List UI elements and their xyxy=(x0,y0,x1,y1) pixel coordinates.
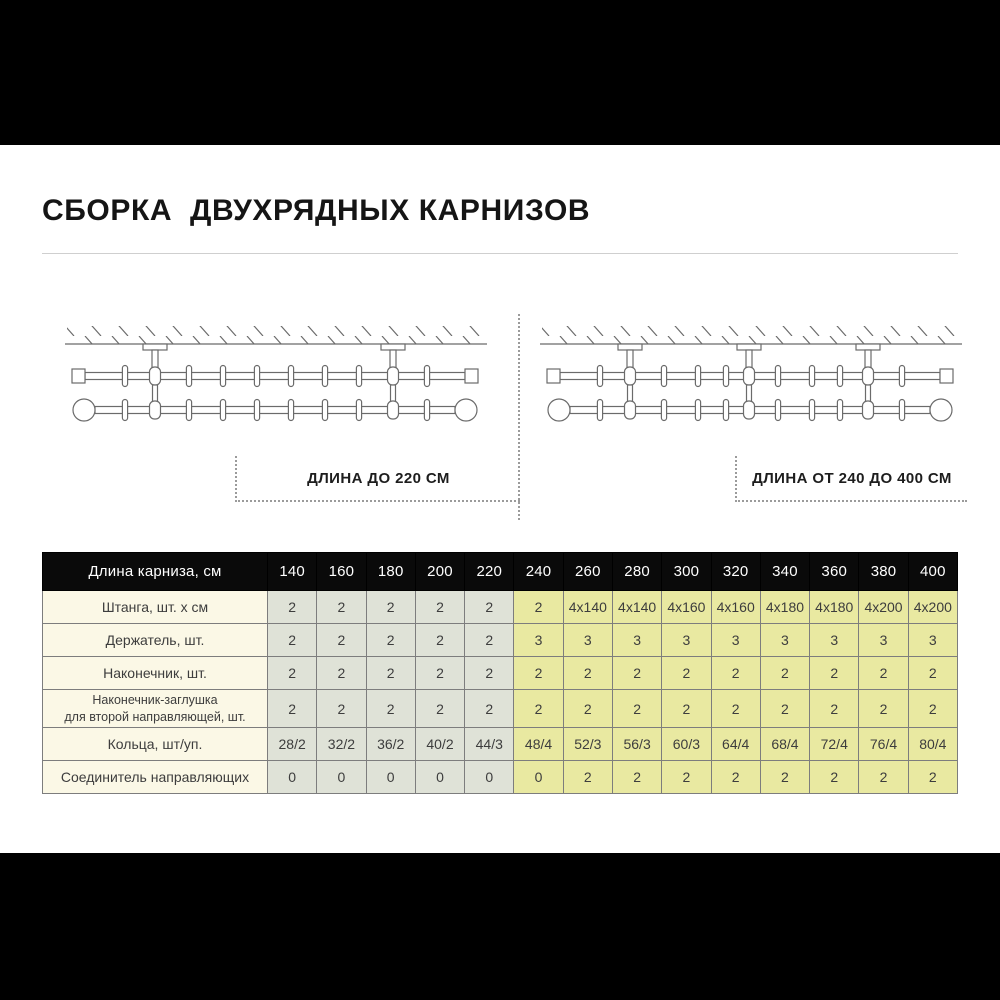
caption-length-short xyxy=(235,456,520,502)
table-cell: 2 xyxy=(711,657,760,690)
ring-icon xyxy=(597,400,602,421)
ring-icon xyxy=(775,366,780,387)
table-cell: 4x140 xyxy=(563,591,612,624)
table-row xyxy=(43,624,958,657)
table-cell: 4x160 xyxy=(662,591,711,624)
column-header-160: 160 xyxy=(317,553,366,591)
ring-icon xyxy=(775,400,780,421)
table-header-label: Длина карниза, см xyxy=(43,553,268,591)
table-cell: 2 xyxy=(563,657,612,690)
ring-icon xyxy=(723,400,728,421)
table-cell: 2 xyxy=(563,690,612,728)
ring-icon xyxy=(356,400,361,421)
table-cell: 2 xyxy=(465,591,514,624)
table-cell: 2 xyxy=(465,657,514,690)
table-cell: 2 xyxy=(810,761,859,794)
ring-icon xyxy=(322,400,327,421)
column-header-200: 200 xyxy=(415,553,464,591)
table-cell: 52/3 xyxy=(563,728,612,761)
column-header-140: 140 xyxy=(268,553,317,591)
table-cell: 2 xyxy=(859,690,908,728)
table-cell: 3 xyxy=(760,624,809,657)
ring-icon xyxy=(322,366,327,387)
column-header-340: 340 xyxy=(760,553,809,591)
ring-icon xyxy=(809,400,814,421)
top-black-bar xyxy=(0,0,1000,145)
table-cell: 2 xyxy=(662,690,711,728)
table-cell: 0 xyxy=(366,761,415,794)
table-cell: 2 xyxy=(317,591,366,624)
table-cell: 56/3 xyxy=(612,728,661,761)
ring-icon xyxy=(122,366,127,387)
table-cell: 40/2 xyxy=(415,728,464,761)
bottom-black-bar xyxy=(0,853,1000,1000)
table-cell: 2 xyxy=(268,657,317,690)
table-cell: 64/4 xyxy=(711,728,760,761)
table-cell: 32/2 xyxy=(317,728,366,761)
table-cell: 2 xyxy=(612,761,661,794)
table-header-row xyxy=(43,553,958,591)
table-cell: 4x200 xyxy=(859,591,908,624)
components-table xyxy=(42,552,958,794)
ring-icon xyxy=(661,400,666,421)
title-divider xyxy=(42,253,958,254)
table-cell: 72/4 xyxy=(810,728,859,761)
table-cell: 2 xyxy=(415,657,464,690)
ring-icon xyxy=(809,366,814,387)
table-row xyxy=(43,761,958,794)
lower-rod xyxy=(73,399,477,421)
cornice-diagram-long xyxy=(530,318,970,433)
ring-icon xyxy=(356,366,361,387)
table-cell: 2 xyxy=(415,690,464,728)
table-cell: 2 xyxy=(760,657,809,690)
table-cell: 2 xyxy=(415,624,464,657)
table-cell: 2 xyxy=(366,657,415,690)
table-cell: 0 xyxy=(415,761,464,794)
table-cell: 4x180 xyxy=(810,591,859,624)
table-cell: 2 xyxy=(859,761,908,794)
caption-length-long xyxy=(735,456,967,502)
column-header-320: 320 xyxy=(711,553,760,591)
table-cell: 2 xyxy=(366,624,415,657)
table-row xyxy=(43,728,958,761)
table-cell: 80/4 xyxy=(908,728,957,761)
caption-text-short: ДЛИНА ДО 220 СМ xyxy=(307,469,450,487)
table-cell: 3 xyxy=(514,624,563,657)
table-cell: 28/2 xyxy=(268,728,317,761)
table-cell: 2 xyxy=(662,657,711,690)
ring-icon xyxy=(597,366,602,387)
table-cell: 2 xyxy=(908,761,957,794)
table-cell: 2 xyxy=(612,657,661,690)
ring-icon xyxy=(220,366,225,387)
table-cell: 3 xyxy=(662,624,711,657)
table-cell: 2 xyxy=(662,761,711,794)
cornice-diagram-short xyxy=(55,318,495,433)
table-cell: 2 xyxy=(268,624,317,657)
row-label: Соединитель направляющих xyxy=(43,761,268,794)
table-cell: 4x180 xyxy=(760,591,809,624)
ring-icon xyxy=(186,400,191,421)
column-header-300: 300 xyxy=(662,553,711,591)
table-cell: 2 xyxy=(317,657,366,690)
table-cell: 2 xyxy=(366,591,415,624)
table-cell: 48/4 xyxy=(514,728,563,761)
table-cell: 36/2 xyxy=(366,728,415,761)
ring-icon xyxy=(254,400,259,421)
table-cell: 2 xyxy=(268,591,317,624)
ring-icon xyxy=(288,366,293,387)
table-cell: 76/4 xyxy=(859,728,908,761)
table-cell: 0 xyxy=(317,761,366,794)
table-cell: 2 xyxy=(514,591,563,624)
column-header-180: 180 xyxy=(366,553,415,591)
ring-icon xyxy=(695,400,700,421)
column-header-280: 280 xyxy=(612,553,661,591)
table-cell: 3 xyxy=(908,624,957,657)
ring-icon xyxy=(837,366,842,387)
row-label: Держатель, шт. xyxy=(43,624,268,657)
ring-icon xyxy=(661,366,666,387)
table-cell: 0 xyxy=(268,761,317,794)
table-cell: 3 xyxy=(859,624,908,657)
table-cell: 2 xyxy=(465,624,514,657)
caption-text-long: ДЛИНА ОТ 240 ДО 400 СМ xyxy=(752,469,952,487)
table-cell: 44/3 xyxy=(465,728,514,761)
table-body xyxy=(43,591,958,794)
table-cell: 2 xyxy=(711,761,760,794)
table-cell: 68/4 xyxy=(760,728,809,761)
ring-icon xyxy=(424,366,429,387)
upper-rod xyxy=(72,369,478,383)
table-cell: 4x140 xyxy=(612,591,661,624)
table-cell: 2 xyxy=(760,761,809,794)
column-header-400: 400 xyxy=(908,553,957,591)
table-cell: 2 xyxy=(810,690,859,728)
ring-icon xyxy=(288,400,293,421)
table-cell: 2 xyxy=(317,690,366,728)
table-cell: 2 xyxy=(711,690,760,728)
table-row xyxy=(43,591,958,624)
table-cell: 2 xyxy=(908,690,957,728)
ceiling-hatch xyxy=(67,326,485,344)
table-cell: 4x200 xyxy=(908,591,957,624)
table-cell: 4x160 xyxy=(711,591,760,624)
table-cell: 2 xyxy=(859,657,908,690)
table-cell: 2 xyxy=(465,690,514,728)
row-label: Штанга, шт. х см xyxy=(43,591,268,624)
column-header-380: 380 xyxy=(859,553,908,591)
ceiling-hatch xyxy=(542,326,960,344)
table-cell: 2 xyxy=(268,690,317,728)
table-cell: 2 xyxy=(760,690,809,728)
column-header-220: 220 xyxy=(465,553,514,591)
ring-icon xyxy=(220,400,225,421)
table-cell: 0 xyxy=(465,761,514,794)
column-header-260: 260 xyxy=(563,553,612,591)
table-cell: 2 xyxy=(810,657,859,690)
page-title: СБОРКА ДВУХРЯДНЫХ КАРНИЗОВ xyxy=(42,194,591,227)
table-cell: 3 xyxy=(810,624,859,657)
table-cell: 2 xyxy=(317,624,366,657)
table-cell: 2 xyxy=(514,657,563,690)
ring-icon xyxy=(186,366,191,387)
ring-icon xyxy=(899,366,904,387)
ring-icon xyxy=(424,400,429,421)
table-cell: 60/3 xyxy=(662,728,711,761)
column-header-240: 240 xyxy=(514,553,563,591)
ring-icon xyxy=(899,400,904,421)
ring-icon xyxy=(837,400,842,421)
row-label: Кольца, шт/уп. xyxy=(43,728,268,761)
column-header-360: 360 xyxy=(810,553,859,591)
table-cell: 2 xyxy=(612,690,661,728)
ring-icon xyxy=(254,366,259,387)
table-cell: 2 xyxy=(514,690,563,728)
table-cell: 3 xyxy=(711,624,760,657)
table-cell: 2 xyxy=(415,591,464,624)
ring-icon xyxy=(695,366,700,387)
row-label: Наконечник, шт. xyxy=(43,657,268,690)
row-label: Наконечник-заглушка для второй направляющей, шт. xyxy=(43,690,268,728)
table-cell: 0 xyxy=(514,761,563,794)
ring-icon xyxy=(122,400,127,421)
table-cell: 3 xyxy=(612,624,661,657)
table-cell: 2 xyxy=(366,690,415,728)
table-cell: 3 xyxy=(563,624,612,657)
table-cell: 2 xyxy=(908,657,957,690)
table-row xyxy=(43,657,958,690)
table-row xyxy=(43,690,958,728)
ring-icon xyxy=(723,366,728,387)
table-cell: 2 xyxy=(563,761,612,794)
